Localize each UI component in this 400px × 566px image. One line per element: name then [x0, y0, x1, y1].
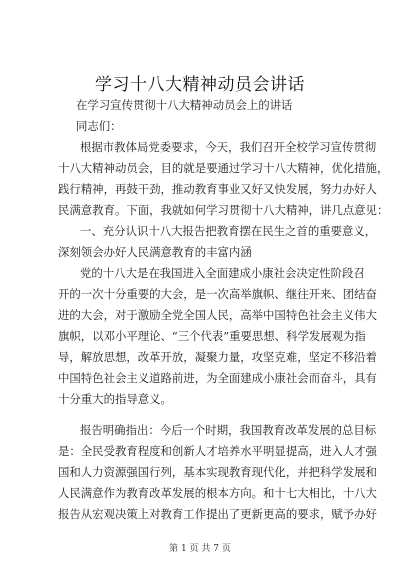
paragraph-line: 报告明确指出：今后一个时期，我国教育改革发展的总目标: [80, 423, 377, 437]
paragraph-line: 进的大会，对于激励全党全国人民，高举中国特色社会主义伟大: [58, 308, 377, 322]
paragraph-line: 开的一次十分重要的大会，是一次高举旗帜、继往开来、团结奋: [58, 287, 377, 301]
section-heading: 深刻领会办好人民满意教育的丰富内涵: [58, 245, 252, 259]
page-number: 第 1 页 共 7 页: [169, 544, 231, 554]
paragraph-line: 根据市教体局党委要求，今天，我们召开全校学习宣传贯彻: [80, 140, 377, 154]
paragraph-line: 党的十八大是在我国进入全面建成小康社会决定性阶段召: [80, 266, 365, 280]
paragraph-line: 报告从宏观决策上对教育工作提出了更新更高的要求，赋予办好: [58, 507, 377, 521]
document-title: 学习十八大精神动员会讲话: [95, 75, 305, 95]
paragraph-line: 是：全民受教育程度和创新人才培养水平明显提高，进入人才强: [58, 444, 377, 458]
paragraph-line: 导，解放思想，改革开放，凝聚力量，攻坚克难，坚定不移沿着: [58, 350, 377, 364]
section-heading: 一、充分认识十八大报告把教育摆在民生之首的重要意义，: [80, 224, 377, 238]
paragraph-line: 十分重大的指导意义。: [58, 392, 172, 406]
paragraph-line: 旗帜，以邓小平理论、“三个代表”重要思想、科学发展观为指: [58, 329, 366, 343]
salutation: 同志们：: [76, 119, 122, 133]
paragraph-line: 中国特色社会主义道路前进，为全面建成小康社会而奋斗，具有: [58, 371, 377, 385]
paragraph-line: 十八大精神动员会，目的就是要通过学习十八大精神，优化措施，: [58, 161, 389, 175]
paragraph-line: 践行精神，再鼓干劲，推动教育事业又好又快发展，努力办好人: [58, 182, 377, 196]
document-subtitle: 在学习宣传贯彻十八大精神动员会上的讲话: [76, 98, 293, 112]
paragraph-line: 国和人力资源强国行列，基本实现教育现代化，并把科学发展和: [58, 465, 377, 479]
paragraph-line: 民满意教育。下面，我就如何学习贯彻十八大精神，讲几点意见：: [58, 203, 389, 217]
paragraph-line: 人民满意作为教育改革发展的根本方向。和十七大相比，十八大: [58, 486, 377, 500]
